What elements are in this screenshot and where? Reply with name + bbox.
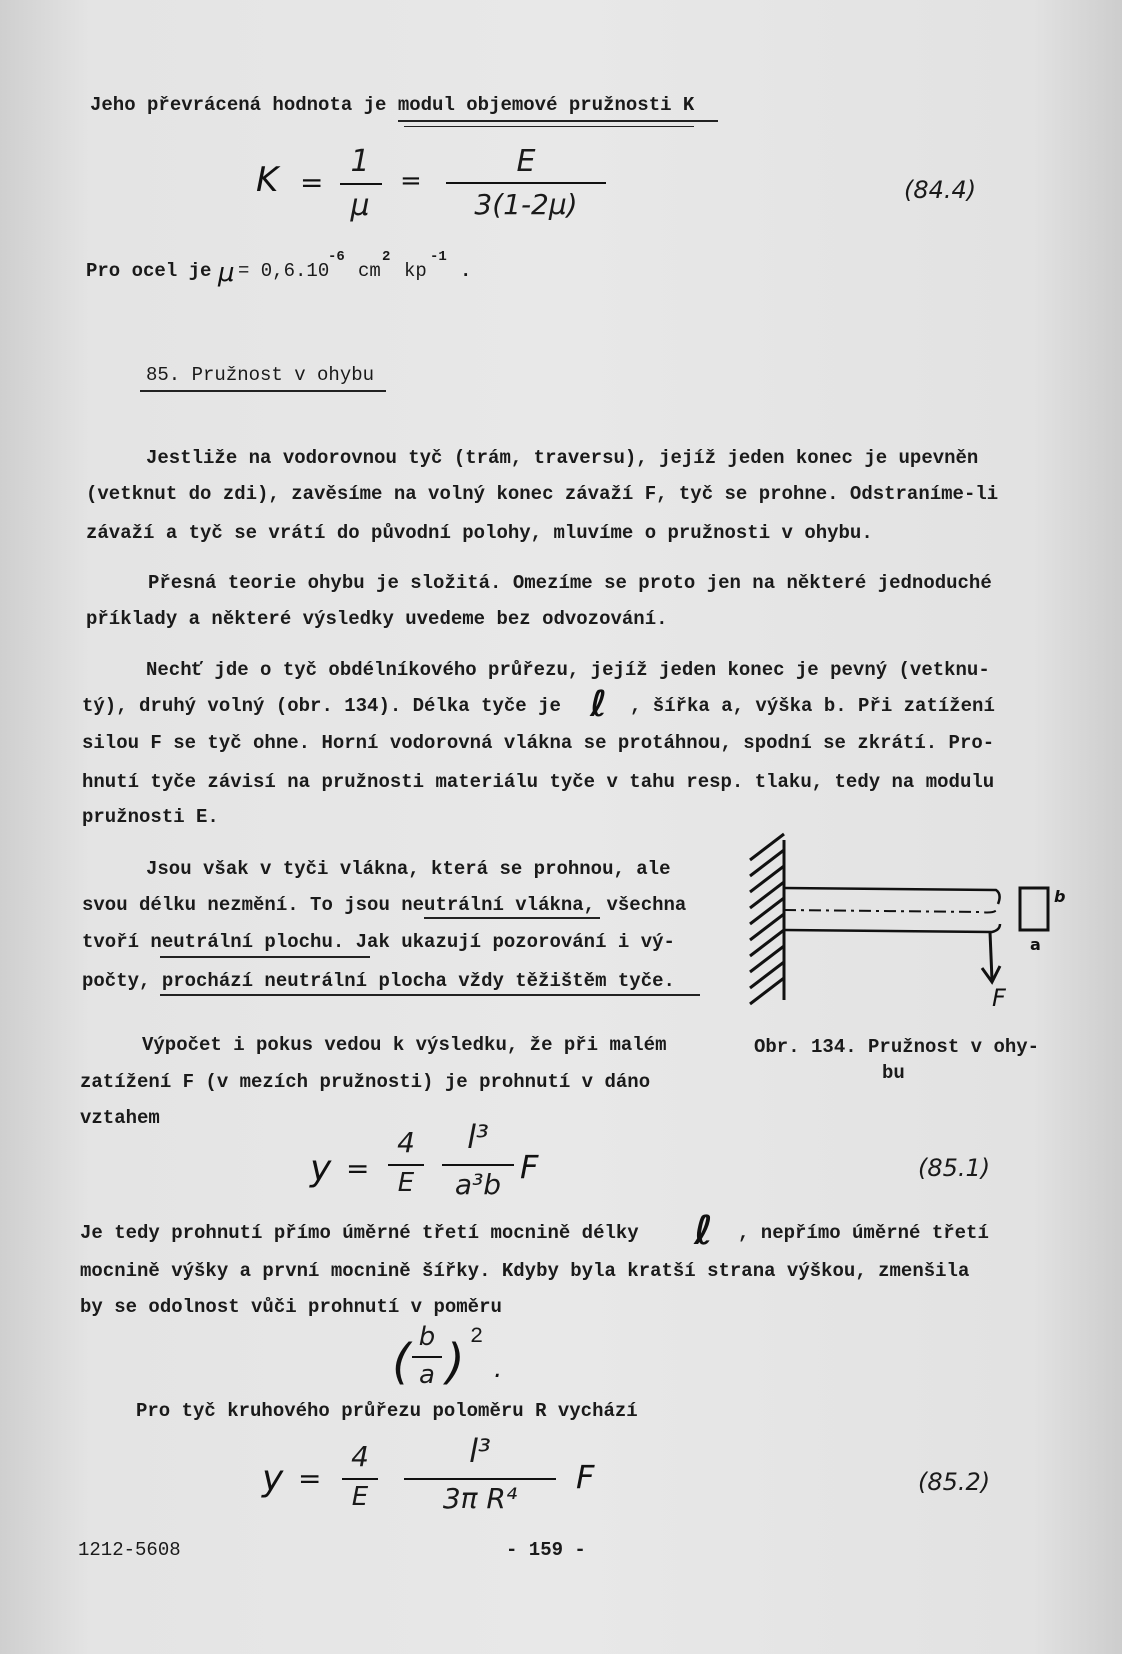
underline	[398, 120, 718, 122]
eq-tail: F	[576, 1458, 595, 1496]
text-fragment: cm	[358, 260, 381, 282]
fraction-bar	[446, 182, 606, 184]
paren: (	[392, 1334, 411, 1390]
eq-numerator: 1	[350, 144, 370, 179]
text-line: Nechť jde o tyč obdélníkového průřezu, jejíž jeden konec je pevný (vetknu-	[146, 659, 990, 681]
ratio-numerator: b	[418, 1322, 436, 1352]
ell-symbol: ℓ	[694, 1208, 713, 1254]
equation-number: (85.1)	[918, 1154, 991, 1182]
text-line: , šířka a, výška b. Při zatížení	[630, 695, 995, 717]
text-line: hnutí tyče závisí na pružnosti materiálu tyče v tahu resp. tlaku, tedy na modulu	[82, 771, 995, 793]
ell-symbol: ℓ	[590, 684, 607, 725]
eq-denominator: E	[351, 1482, 369, 1512]
figure-label-F: F	[992, 984, 1006, 1010]
text-line: tý), druhý volný (obr. 134). Délka tyče je	[82, 695, 561, 717]
eq-denominator: a³b	[454, 1168, 502, 1201]
eq-sign: =	[300, 166, 324, 199]
eq-tail: F	[520, 1148, 539, 1186]
eq-lhs: y	[310, 1148, 332, 1189]
text-fragment: kp	[404, 260, 427, 282]
superscript: 2	[382, 249, 391, 265]
fraction-bar	[442, 1164, 514, 1166]
beam-diagram	[730, 830, 1090, 1010]
text-line: Výpočet i pokus vedou k výsledku, že při malém	[142, 1034, 667, 1056]
underline	[140, 390, 386, 392]
text-line: Jeho převrácená hodnota je modul objemové pružnosti K	[90, 94, 695, 116]
text-line: silou F se tyč ohne. Horní vodorovná vlákna se protáhnou, spodní se zkrátí. Pro-	[82, 732, 995, 754]
text-line: závaží a tyč se vrátí do původní polohy, mluvíme o pružnosti v ohybu.	[86, 522, 873, 544]
page-number: - 159 -	[506, 1539, 586, 1561]
figure-label-a: a	[1030, 935, 1041, 954]
text-fragment: .	[460, 260, 472, 282]
equation-number: (85.2)	[918, 1468, 991, 1496]
figure-caption: bu	[882, 1062, 905, 1084]
superscript: 2	[470, 1324, 484, 1349]
eq-lhs: y	[262, 1458, 284, 1499]
figure-label-b: b	[1054, 887, 1066, 906]
underline	[160, 956, 370, 958]
fraction-bar	[340, 183, 382, 185]
equation-number: (84.4)	[904, 176, 977, 204]
eq-denominator: μ	[350, 188, 370, 223]
eq-sign: =	[298, 1462, 322, 1495]
underline	[160, 994, 700, 996]
ratio-denominator: a	[419, 1360, 435, 1390]
text-line: tvoří neutrální plochu. Jak ukazují pozorování i vý-	[82, 931, 675, 953]
text-line: mocnině výšky a první mocnině šířky. Kdyby byla kratší strana výškou, zmenšila	[80, 1260, 970, 1282]
fraction-bar	[412, 1356, 442, 1358]
text-line: Pro tyč kruhového průřezu poloměru R vychází	[136, 1400, 638, 1422]
underline	[424, 917, 600, 919]
superscript: -6	[328, 249, 345, 265]
paren: )	[446, 1334, 465, 1390]
eq-denominator: 3π R⁴	[442, 1482, 518, 1515]
superscript: -1	[430, 249, 447, 265]
text-line: (vetknut do zdi), zavěsíme na volný konec závaží F, tyč se prohne. Odstraníme-li	[86, 483, 999, 505]
text-line: vztahem	[80, 1107, 160, 1129]
fraction-bar	[404, 1478, 556, 1480]
eq-denominator: E	[397, 1168, 415, 1198]
text-line: Jestliže na vodorovnou tyč (trám, traversu), jejíž jeden konec je upevněn	[146, 447, 979, 469]
section-heading: 85. Pružnost v ohybu	[146, 364, 375, 386]
text-line: pružnosti E.	[82, 806, 219, 828]
fraction-bar	[388, 1164, 424, 1166]
eq-numerator: l³	[469, 1432, 491, 1470]
eq-numerator: 4	[351, 1440, 369, 1473]
text-line: Pro ocel je	[86, 260, 212, 282]
underline	[404, 126, 694, 127]
text-line: zatížení F (v mezích pružnosti) je prohnutí v dáno	[80, 1071, 651, 1093]
text-line: počty, prochází neutrální plocha vždy těžištěm tyče.	[82, 970, 675, 992]
fraction-bar	[342, 1478, 378, 1480]
eq-numerator: 4	[397, 1126, 415, 1159]
eq-sign: =	[346, 1152, 370, 1185]
text-fragment: = 0,6.10	[238, 260, 330, 282]
document-code: 1212-5608	[78, 1539, 181, 1561]
ratio-dot: .	[494, 1354, 503, 1384]
eq-sign: =	[400, 166, 422, 196]
mu-symbol: μ	[218, 258, 235, 288]
text-line: svou délku nezmění. To jsou neutrální vlákna, všechna	[82, 894, 687, 916]
text-line: Jsou však v tyči vlákna, která se prohnou, ale	[146, 858, 671, 880]
eq-lhs: K	[256, 160, 279, 200]
figure-caption: Obr. 134. Pružnost v ohy-	[754, 1036, 1040, 1058]
eq-numerator: E	[516, 144, 536, 179]
text-line: by se odolnost vůči prohnutí v poměru	[80, 1296, 502, 1318]
text-line: Přesná teorie ohybu je složitá. Omezíme se proto jen na některé jednoduché	[148, 572, 992, 594]
text-line: , nepřímo úměrné třetí	[738, 1222, 989, 1244]
eq-denominator: 3(1-2μ)	[474, 188, 578, 221]
text-line: příklady a některé výsledky uvedeme bez odvozování.	[86, 608, 668, 630]
eq-numerator: l³	[467, 1118, 489, 1156]
text-line: Je tedy prohnutí přímo úměrné třetí mocnině délky	[80, 1222, 639, 1244]
